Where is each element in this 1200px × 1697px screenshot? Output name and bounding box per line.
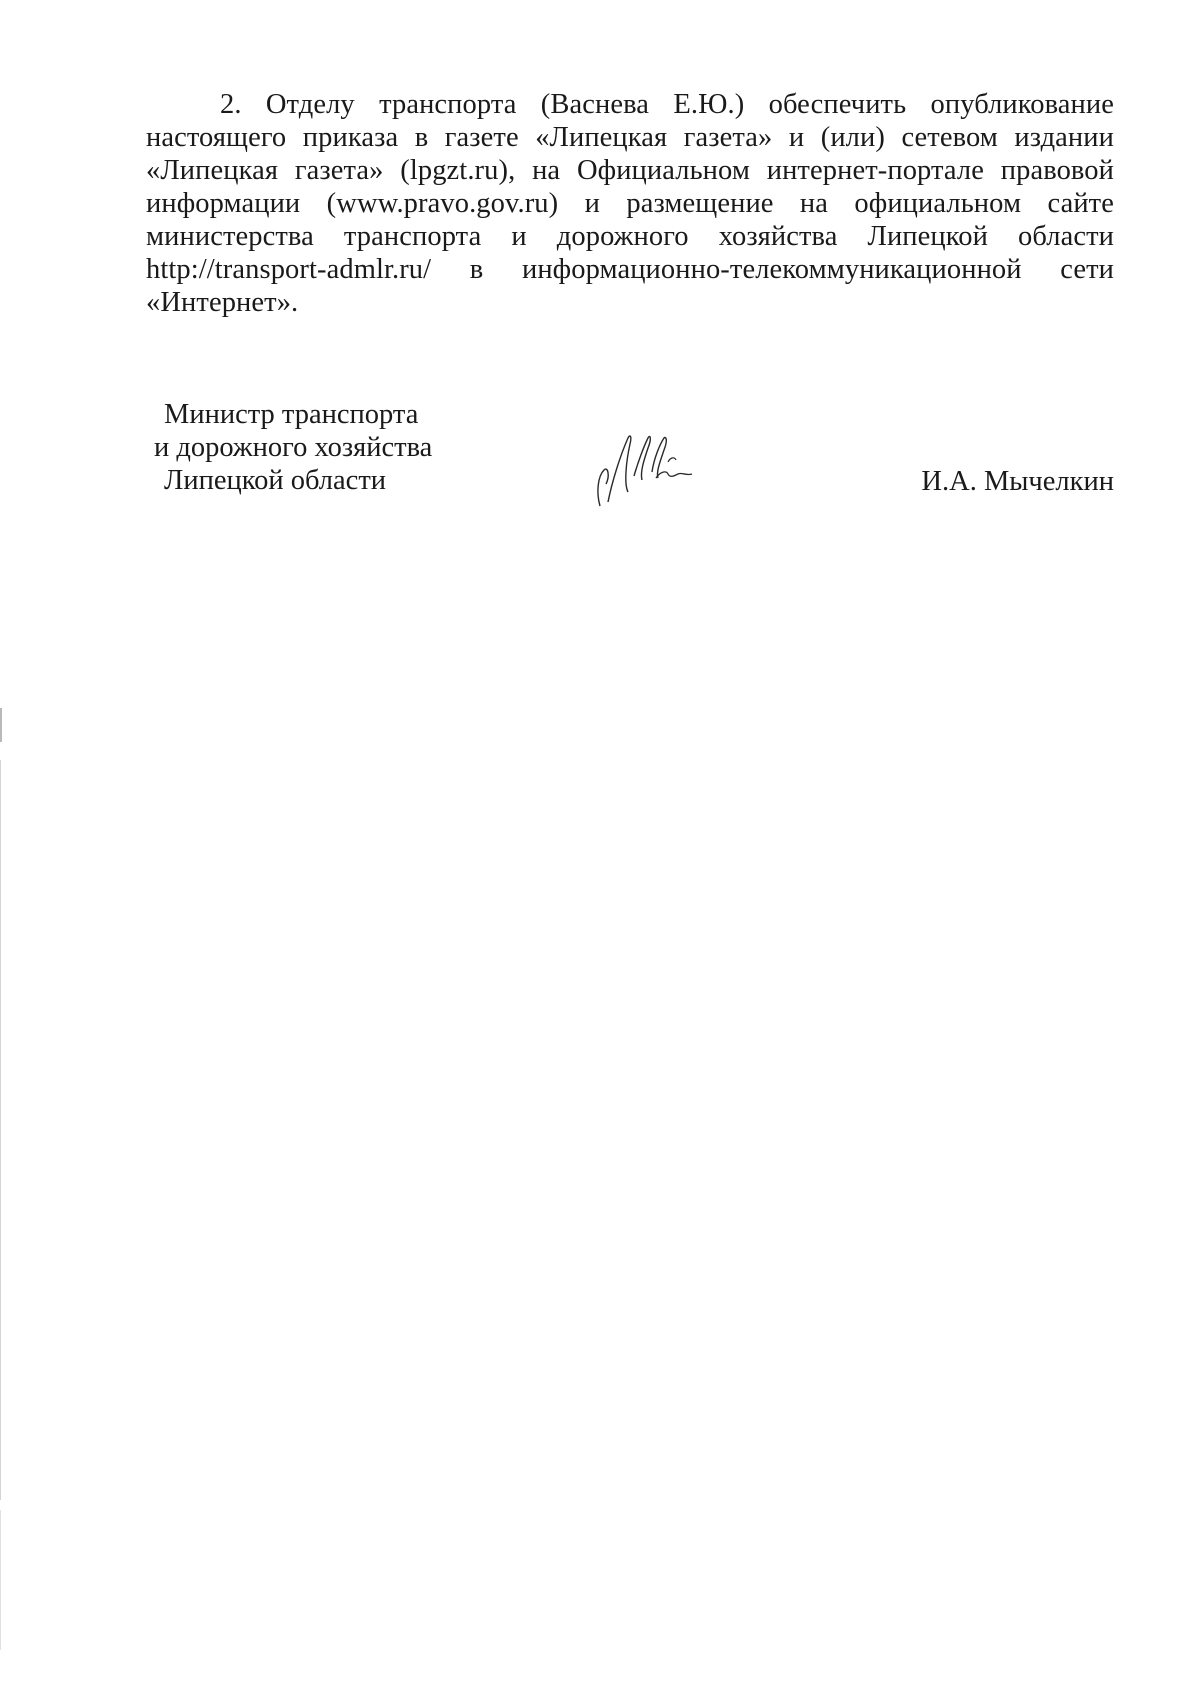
signatory-title-line-2: и дорожного хозяйства — [154, 432, 433, 463]
signatory-name: И.А. Мычелкин — [921, 466, 1114, 497]
signatory-title-line-1: Министр транспорта — [164, 399, 419, 430]
scan-margin-line-lower — [0, 1510, 1, 1650]
scan-margin-line — [0, 760, 1, 1500]
handwritten-signature — [594, 432, 704, 512]
scan-margin-mark — [0, 708, 2, 742]
signatory-title-line-3: Липецкой области — [164, 465, 387, 496]
paragraph-publication-order: 2. Отделу транспорта (Васнева Е.Ю.) обеспечить опубликование настоящего приказа в газете «Липецкая газета» и (или) сетевом издании «Липецкая газета» (lpgzt.ru), на Официальном интернет-портале правовой информации (www.pravo.gov.ru) и размещение на официальном сайте министерства транспорта и дорожного хозяйства Липецкой области http://transport-admlr.ru/ в информационно-телекоммуникационной сети «Интернет». — [146, 89, 1114, 318]
signatory-title — [154, 398, 433, 497]
